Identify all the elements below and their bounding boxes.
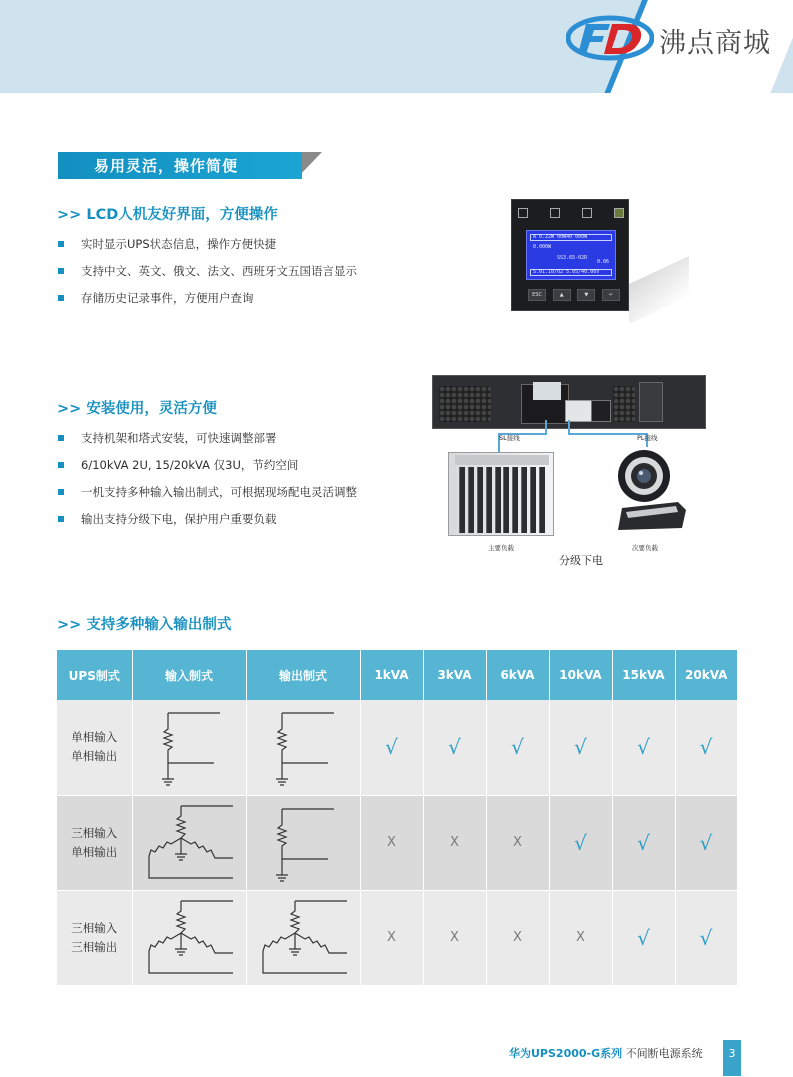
support-mark: √ bbox=[549, 700, 612, 795]
three-phase-input-diagram bbox=[132, 795, 246, 890]
mode-label-cell: 单相输入 单相输出 bbox=[57, 700, 132, 795]
support-mark: X bbox=[360, 890, 423, 985]
three-phase-circuit-icon bbox=[141, 802, 237, 884]
list-item: 实时显示UPS状态信息，操作方便快捷 bbox=[57, 237, 357, 264]
three-phase-circuit-icon bbox=[255, 897, 351, 979]
list-item: 6/10kVA 2U, 15/20kVA 仅3U，节约空间 bbox=[57, 458, 357, 485]
lcd-panel-shadow bbox=[629, 256, 689, 324]
header-15kva: 15kVA bbox=[612, 650, 675, 700]
comm-ports-module bbox=[639, 382, 663, 422]
list-item: 一机支持多种输入输出制式，可根据现场配电灵活调整 bbox=[57, 485, 357, 512]
inverter-icon bbox=[550, 208, 560, 218]
section-banner bbox=[58, 152, 320, 179]
list-item: 支持中文、英文、俄文、法文、西班牙文五国语言显示 bbox=[57, 264, 357, 291]
lcd-line-5: S.01.10/02 5.05/40.00V bbox=[533, 269, 600, 275]
support-mark: X bbox=[423, 795, 486, 890]
support-mark: X bbox=[549, 890, 612, 985]
primary-load-label: 主要负载 bbox=[488, 544, 514, 552]
footer-product-line bbox=[509, 1045, 703, 1061]
blade-server-photo bbox=[448, 452, 554, 536]
lcd-screen bbox=[526, 230, 616, 280]
pl-wiring-label: PL接线 bbox=[637, 434, 658, 442]
down-key: ▼ bbox=[577, 289, 595, 301]
vent-grille bbox=[613, 386, 635, 422]
brand-name: 沸点商城 bbox=[659, 28, 771, 59]
table-row bbox=[57, 700, 737, 795]
support-mark: √ bbox=[612, 890, 675, 985]
single-phase-circuit-icon bbox=[268, 803, 338, 883]
three-phase-input-diagram bbox=[132, 890, 246, 985]
single-phase-output-diagram bbox=[246, 700, 360, 795]
single-phase-circuit-icon bbox=[268, 707, 338, 787]
header-1kva: 1kVA bbox=[360, 650, 423, 700]
lcd-bullet-list bbox=[57, 237, 357, 318]
alarm-icon bbox=[614, 208, 624, 218]
lcd-panel-photo bbox=[511, 199, 629, 311]
tiered-shutdown-caption: 分级下电 bbox=[559, 554, 603, 567]
lcd-line-4: 0.06 bbox=[597, 259, 610, 265]
support-mark: √ bbox=[675, 795, 737, 890]
support-mark: X bbox=[360, 795, 423, 890]
mode-label-cell: 三相输入 单相输出 bbox=[57, 795, 132, 890]
support-mark: √ bbox=[423, 700, 486, 795]
header-ups-mode: UPS制式 bbox=[57, 650, 132, 700]
support-mark: √ bbox=[612, 795, 675, 890]
list-item: 存储历史记录事件，方便用户查询 bbox=[57, 291, 357, 318]
support-mark: √ bbox=[612, 700, 675, 795]
esc-key: ESC bbox=[528, 289, 546, 301]
io-mode-table bbox=[57, 650, 738, 986]
three-phase-circuit-icon bbox=[141, 897, 237, 979]
lcd-line-1: A 0.22W 00W40 000W bbox=[533, 234, 588, 240]
battery-icon bbox=[582, 208, 592, 218]
list-item: 输出支持分级下电，保护用户重要负载 bbox=[57, 512, 357, 539]
header-20kva: 20kVA bbox=[675, 650, 737, 700]
table-row bbox=[57, 890, 737, 985]
mains-icon bbox=[518, 208, 528, 218]
three-phase-output-diagram bbox=[246, 890, 360, 985]
lcd-line-2: 0.000W bbox=[533, 244, 552, 250]
table-header-row bbox=[57, 650, 737, 700]
support-mark: √ bbox=[486, 700, 549, 795]
io-section-title: >> 支持多种输入输出制式 bbox=[57, 617, 232, 633]
support-mark: X bbox=[423, 890, 486, 985]
output-sockets-2 bbox=[591, 400, 611, 422]
lcd-line-3: SS3.65-02R bbox=[557, 255, 588, 261]
support-mark: √ bbox=[360, 700, 423, 795]
page-number: 3 bbox=[723, 1040, 741, 1076]
single-phase-circuit-icon bbox=[154, 707, 224, 787]
header-3kva: 3kVA bbox=[423, 650, 486, 700]
support-mark: X bbox=[486, 795, 549, 890]
install-section-title: >> 安装使用，灵活方便 bbox=[57, 401, 217, 417]
single-phase-input-diagram bbox=[132, 700, 246, 795]
table-row bbox=[57, 795, 737, 890]
install-bullet-list bbox=[57, 431, 357, 539]
up-key: ▲ bbox=[553, 289, 571, 301]
secondary-load-label: 次要负载 bbox=[632, 544, 658, 552]
header-10kva: 10kVA bbox=[549, 650, 612, 700]
lcd-section-title: >> LCD人机友好界面，方便操作 bbox=[57, 207, 278, 223]
banner-title: 易用灵活，操作简便 bbox=[94, 157, 239, 175]
brand-logo-icon bbox=[566, 10, 654, 62]
header-input-mode: 输入制式 bbox=[132, 650, 246, 700]
sl-wiring-label: SL接线 bbox=[499, 434, 520, 442]
footer-product: 不间断电源系统 bbox=[625, 1047, 703, 1060]
mode-label-cell: 三相输入 三相输出 bbox=[57, 890, 132, 985]
list-item: 支持机架和塔式安装，可快速调整部署 bbox=[57, 431, 357, 458]
vent-grille bbox=[439, 386, 491, 422]
lcd-status-icons bbox=[518, 208, 624, 218]
label-plate bbox=[533, 382, 561, 400]
footer-brand: 华为UPS2000-G系列 bbox=[509, 1047, 623, 1060]
single-phase-output-diagram bbox=[246, 795, 360, 890]
webcam-photo bbox=[612, 446, 688, 532]
support-mark: √ bbox=[549, 795, 612, 890]
lcd-keys bbox=[528, 289, 620, 301]
header-6kva: 6kVA bbox=[486, 650, 549, 700]
support-mark: √ bbox=[675, 700, 737, 795]
header-output-mode: 输出制式 bbox=[246, 650, 360, 700]
support-mark: X bbox=[486, 890, 549, 985]
support-mark: √ bbox=[675, 890, 737, 985]
enter-key: ↵ bbox=[602, 289, 620, 301]
